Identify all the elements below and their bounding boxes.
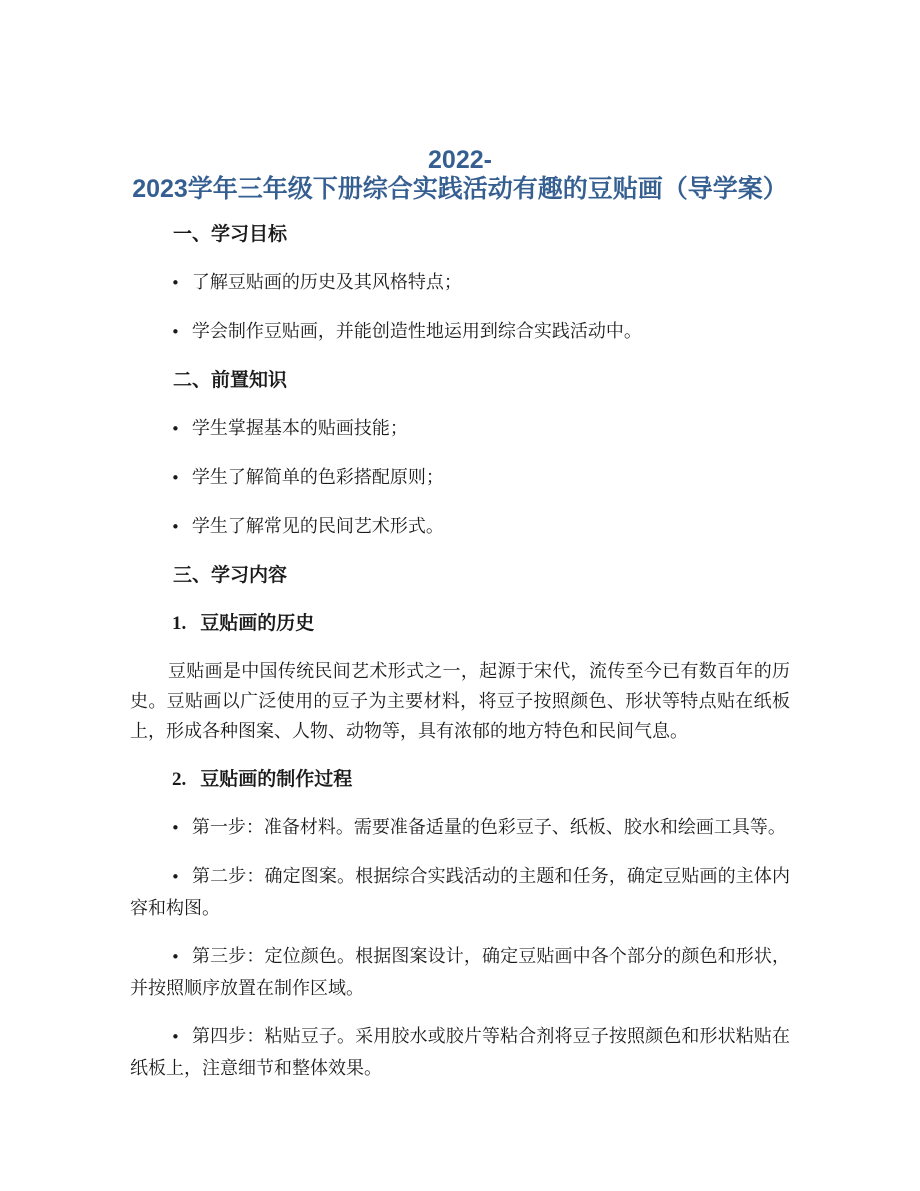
bullet-item: [130, 812, 790, 844]
bullet-marker: •: [171, 420, 180, 438]
bullet-text: 第四步：粘贴豆子。采用胶水或胶片等粘合剂将豆子按照颜色和形状粘贴在纸板上，注意细节和整体效果。: [130, 1026, 790, 1078]
doc-title-line-2: 2023学年三年级下册综合实践活动有趣的豆贴画（导学案）: [132, 175, 788, 203]
bullet-marker: •: [171, 819, 180, 837]
bullet-marker: •: [171, 948, 180, 966]
bullet-item: [130, 1021, 790, 1084]
section-heading-learning-goals: 一、学习目标: [173, 224, 288, 245]
bullet-marker: •: [171, 274, 180, 292]
subsection-number: 1.: [172, 613, 187, 634]
section-heading-learning-content: 三、学习内容: [173, 565, 288, 586]
subsection-title: 豆贴画的制作过程: [200, 769, 353, 790]
subsection-heading-process: [130, 764, 790, 795]
bullet-text: 学会制作豆贴画，并能创造性地运用到综合实践活动中。: [191, 321, 642, 341]
subsection-number: 2.: [172, 769, 187, 790]
subsection-heading-history: [130, 608, 790, 639]
bullet-marker: •: [171, 868, 180, 886]
bullet-marker: •: [171, 1028, 180, 1046]
bullet-text: 学生了解简单的色彩搭配原则；: [191, 467, 444, 487]
bullet-text: 学生了解常见的民间艺术形式。: [191, 516, 444, 536]
bullet-text: 了解豆贴画的历史及其风格特点；: [191, 272, 462, 292]
bullet-text: 第二步：确定图案。根据综合实践活动的主题和任务，确定豆贴画的主体内容和构图。: [130, 866, 790, 918]
bullet-item: [130, 861, 790, 924]
history-paragraph: 豆贴画是中国传统民间艺术形式之一，起源于宋代，流传至今已有数百年的历史。豆贴画以广泛使用的豆子为主要材料，将豆子按照颜色、形状等特点贴在纸板上，形成各种图案、人物、动物等，具有浓郁的地方特色和民间气息。: [130, 661, 790, 741]
bullet-item: [130, 462, 790, 494]
bullet-item: [130, 511, 790, 543]
bullet-item: [130, 316, 790, 348]
bullet-item: [130, 413, 790, 445]
bullet-marker: •: [171, 469, 180, 487]
bullet-item: [130, 941, 790, 1004]
bullet-text: 第一步：准备材料。需要准备适量的色彩豆子、纸板、胶水和绘画工具等。: [191, 817, 786, 837]
section-heading-prior-knowledge: 二、前置知识: [173, 370, 288, 391]
doc-title-line-1: 2022-: [428, 146, 492, 174]
subsection-title: 豆贴画的历史: [200, 613, 315, 634]
doc-title: [130, 146, 790, 204]
bullet-marker: •: [171, 518, 180, 536]
bullet-text: 第三步：定位颜色。根据图案设计，确定豆贴画中各个部分的颜色和形状，并按照顺序放置在制作区域。: [130, 946, 790, 998]
bullet-text: 学生掌握基本的贴画技能；: [191, 418, 408, 438]
bullet-marker: •: [171, 323, 180, 341]
bullet-item: [130, 267, 790, 299]
